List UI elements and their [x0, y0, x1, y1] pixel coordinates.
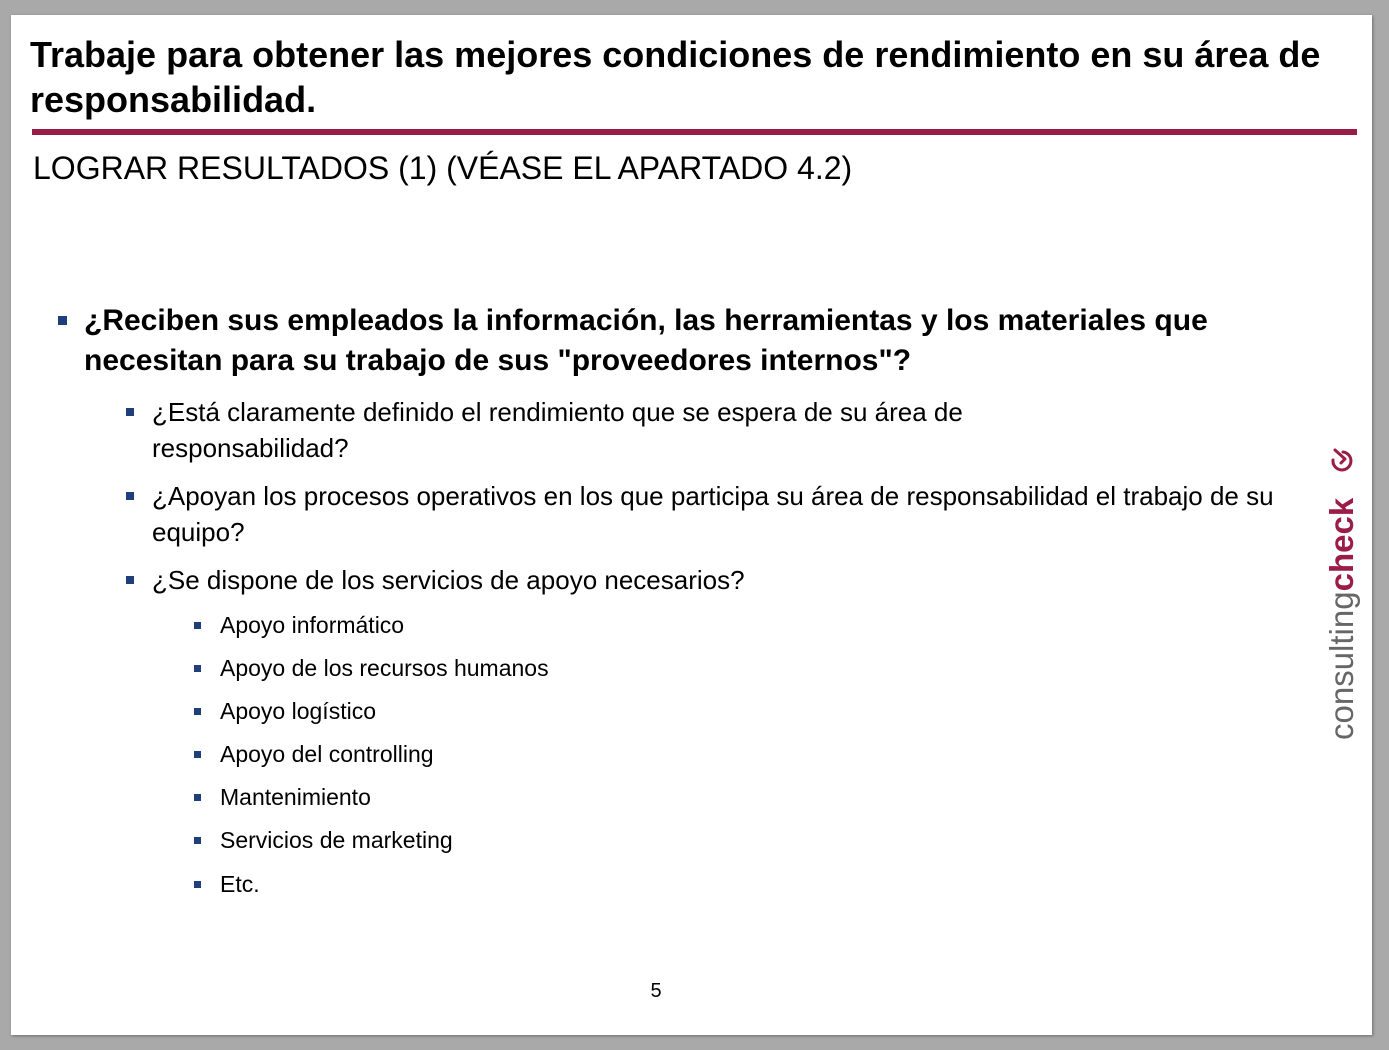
subquestion-item	[152, 562, 1152, 598]
bullet-square-icon	[194, 665, 201, 672]
svg-text:consultingcheck	[1323, 497, 1360, 740]
slide-subtitle: LOGRAR RESULTADOS (1) (VÉASE EL APARTADO 4.2)	[33, 150, 853, 186]
subquestion-text: ¿Apoyan los procesos operativos en los que participa su área de responsabilidad el trabajo de su equipo?	[152, 481, 1274, 547]
bullet-square-icon	[194, 794, 201, 801]
bullet-square-icon	[126, 576, 134, 584]
support-item-text: Apoyo del controlling	[220, 741, 434, 767]
logo-text-consulting: consulting	[1323, 591, 1360, 740]
bullet-square-icon	[58, 316, 67, 325]
bullet-square-icon	[194, 881, 201, 888]
subquestion-item	[152, 394, 1152, 466]
consultingcheck-logo	[1319, 418, 1367, 748]
support-item	[220, 653, 920, 683]
subquestion-text: ¿Está claramente definido el rendimiento que se espera de su área de responsabilidad?	[152, 397, 963, 463]
support-item	[220, 869, 920, 899]
bullet-square-icon	[126, 492, 134, 500]
support-item-text: Apoyo logístico	[220, 698, 376, 724]
support-item-text: Apoyo de los recursos humanos	[220, 655, 549, 681]
support-item	[220, 696, 920, 726]
support-item	[220, 610, 920, 640]
main-question-text: ¿Reciben sus empleados la información, las herramientas y los materiales que necesitan para su trabajo de sus "proveedores internos"?	[84, 304, 1208, 377]
slide	[11, 15, 1372, 1035]
bullet-square-icon	[194, 837, 201, 844]
support-item-text: Apoyo informático	[220, 612, 405, 638]
support-item-text: Mantenimiento	[220, 784, 371, 810]
subquestion-text: ¿Se dispone de los servicios de apoyo necesarios?	[152, 565, 745, 595]
support-item-text: Etc.	[220, 871, 260, 897]
support-item	[220, 739, 920, 769]
support-item	[220, 825, 920, 855]
slide-title: Trabaje para obtener las mejores condiciones de rendimiento en su área de responsabilidad.	[30, 34, 1321, 120]
bullet-square-icon	[126, 408, 134, 416]
main-question-bullet	[84, 301, 1314, 381]
support-item-text: Servicios de marketing	[220, 827, 453, 853]
bullet-square-icon	[194, 708, 201, 715]
bullet-square-icon	[194, 751, 201, 758]
subquestion-item	[152, 478, 1302, 550]
logo-text-check: check	[1323, 497, 1360, 592]
support-item	[220, 782, 920, 812]
logo-check-mark-icon	[1333, 450, 1351, 470]
title-divider	[32, 129, 1357, 135]
bullet-square-icon	[194, 622, 201, 629]
page-number: 5	[650, 980, 662, 1002]
